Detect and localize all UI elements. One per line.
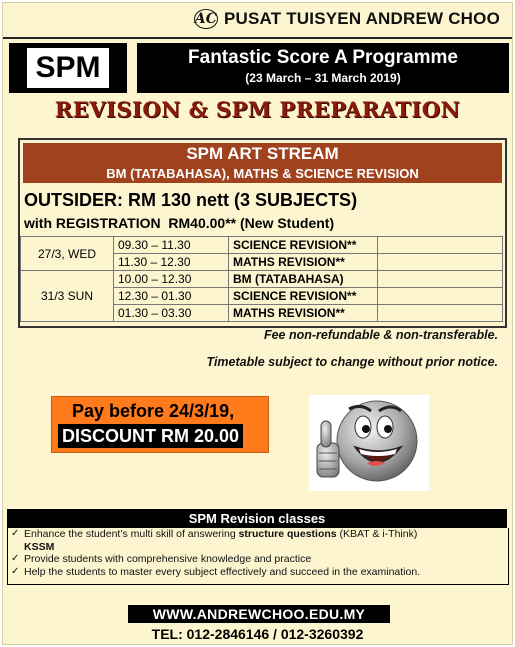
programme-banner	[137, 43, 509, 93]
flyer-page	[2, 2, 513, 645]
benefit-text: Enhance the student’s multi skill of answering	[24, 528, 239, 540]
table-row	[21, 237, 503, 254]
brand-name: PUSAT TUISYEN ANDREW CHOO	[223, 9, 500, 28]
check-icon: ✓	[11, 528, 20, 539]
check-icon: ✓	[11, 565, 20, 577]
benefits-list	[7, 528, 509, 585]
schedule-subject: BM (TATABAHASA)	[229, 271, 378, 288]
benefit-text-tail: (KBAT & i-Think)	[336, 528, 418, 540]
phone-numbers: TEL: 012-2846146 / 012-3260392	[151, 626, 364, 642]
programme-title: Fantastic Score A Programme	[188, 47, 458, 68]
table-row	[21, 271, 503, 288]
benefit-tag: KSSM	[24, 540, 55, 553]
spm-badge	[9, 43, 127, 93]
schedule-blank	[378, 254, 503, 271]
stream-title: SPM ART STREAM	[186, 144, 339, 163]
schedule-time: 09.30 – 11.30	[114, 237, 229, 254]
schedule-subject: MATHS REVISION**	[229, 254, 378, 271]
stream-subtitle: BM (TATABAHASA), MATHS & SCIENCE REVISION	[106, 166, 419, 181]
schedule-blank	[378, 271, 503, 288]
promo-deadline: Pay before 24/3/19,	[72, 401, 235, 421]
registration-amount: RM40.00** (New Student)	[168, 215, 335, 231]
promo-discount: DISCOUNT RM 20.00	[58, 424, 243, 448]
header-bar	[3, 3, 512, 39]
outsider-label: OUTSIDER:	[24, 190, 123, 210]
registration-fee	[24, 215, 334, 231]
fee-note: Fee non-refundable & non-transferable.	[263, 328, 498, 342]
list-item	[8, 528, 508, 553]
benefit-text: Provide students with comprehensive knowledge and practice	[24, 553, 312, 565]
schedule-time: 10.00 – 12.30	[114, 271, 229, 288]
schedule-day: 27/3, WED	[21, 237, 114, 271]
outsider-price	[24, 190, 357, 211]
schedule-blank	[378, 305, 503, 322]
registration-label: with REGISTRATION	[24, 215, 161, 231]
schedule-blank	[378, 288, 503, 305]
programme-dates: (23 March – 31 March 2019)	[245, 71, 401, 85]
brand	[194, 9, 500, 29]
schedule-time: 12.30 – 01.30	[114, 288, 229, 305]
stream-band	[23, 143, 502, 183]
schedule-subject: SCIENCE REVISION**	[229, 288, 378, 305]
schedule-time: 01.30 – 03.30	[114, 305, 229, 322]
thumbs-up-smiley-icon	[309, 395, 429, 491]
website-link[interactable]: WWW.ANDREWCHOO.EDU.MY	[128, 605, 390, 623]
benefit-text: Help the students to master every subject effectively and succeed in the examination.	[24, 565, 421, 578]
schedule-table	[20, 236, 503, 322]
list-item	[8, 566, 508, 579]
spm-badge-text: SPM	[27, 48, 108, 88]
schedule-time: 11.30 – 12.30	[114, 254, 229, 271]
outsider-amount: RM 130 nett (3 SUBJECTS)	[128, 190, 358, 210]
stream-panel	[18, 138, 507, 328]
check-icon: ✓	[11, 553, 20, 564]
schedule-blank	[378, 237, 503, 254]
list-item	[8, 553, 508, 566]
schedule-subject: MATHS REVISION**	[229, 305, 378, 322]
revision-headline: REVISION & SPM PREPARATION	[54, 97, 461, 122]
revision-classes-title: SPM Revision classes	[7, 509, 507, 528]
timetable-note: Timetable subject to change without prior notice.	[206, 355, 498, 369]
discount-promo	[51, 396, 269, 453]
benefit-emphasis: structure questions	[238, 528, 337, 540]
schedule-subject: SCIENCE REVISION**	[229, 237, 378, 254]
schedule-day: 31/3 SUN	[21, 271, 114, 322]
brand-logo: AC	[194, 11, 218, 27]
